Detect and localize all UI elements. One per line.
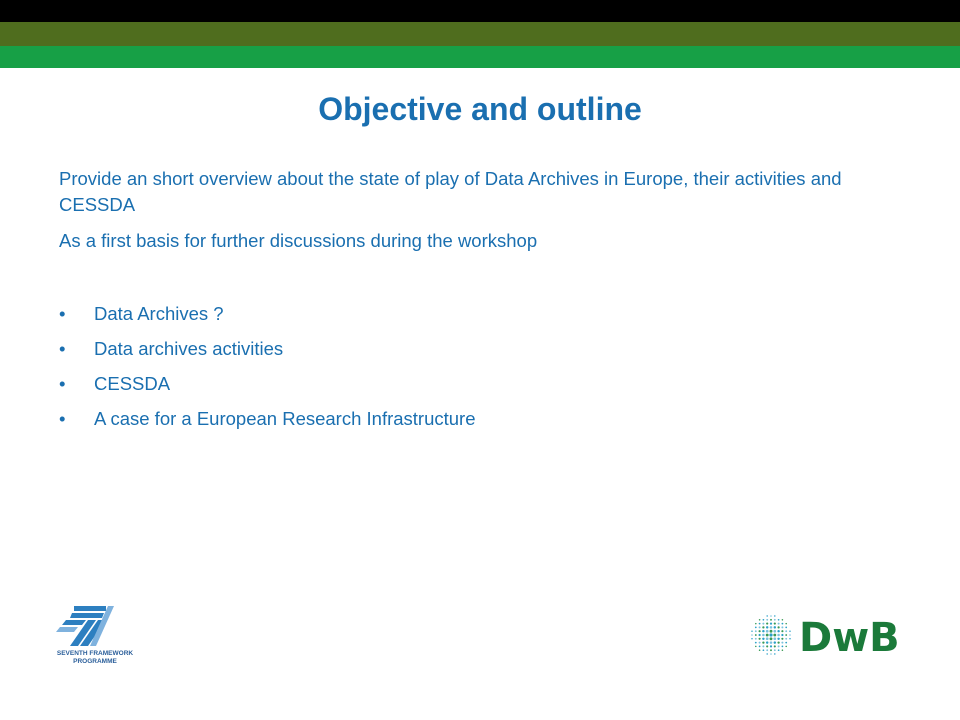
globe-dot <box>759 649 761 651</box>
globe-dot <box>781 638 783 640</box>
bullet-icon: • <box>59 373 66 394</box>
globe-dot <box>778 619 780 621</box>
globe-dot <box>759 630 761 632</box>
globe-dot <box>762 626 764 628</box>
fp7-logo-line2: PROGRAMME <box>73 658 117 665</box>
globe-dot <box>778 649 780 651</box>
globe-dot <box>766 634 769 637</box>
list-item <box>59 298 919 333</box>
globe-dot <box>759 626 761 628</box>
globe-dot <box>769 633 772 636</box>
globe-dot <box>762 623 764 625</box>
globe-dot <box>785 646 787 648</box>
globe-dot <box>777 626 779 628</box>
globe-dot <box>785 630 787 632</box>
globe-dot <box>770 619 772 621</box>
dwb-logo-text: DwB <box>799 615 900 661</box>
globe-dot <box>770 623 772 625</box>
globe-dot <box>778 645 780 647</box>
globe-dot <box>773 634 776 637</box>
globe-dot <box>759 634 761 636</box>
globe-dot <box>773 630 776 633</box>
globe-dot <box>770 641 773 644</box>
globe-dot <box>789 630 790 631</box>
globe-dot <box>766 637 769 640</box>
globe-dot <box>751 634 753 636</box>
globe-dot <box>770 626 773 629</box>
dwb-logo <box>747 608 917 662</box>
globe-dot <box>766 649 768 651</box>
globe-dot <box>755 630 757 632</box>
globe-dot <box>774 626 776 628</box>
list-item-label: A case for a European Research Infrastructure <box>94 408 476 429</box>
dwb-globe-icon <box>747 608 917 662</box>
slide-title: Objective and outline <box>318 91 642 127</box>
globe-dot <box>770 649 772 651</box>
globe-dot <box>785 642 787 644</box>
list-item <box>59 403 919 438</box>
globe-dot <box>774 645 776 647</box>
top-band-olive <box>0 22 960 46</box>
globe-dot <box>766 645 768 647</box>
globe-dot <box>770 637 773 640</box>
globe-dot <box>763 649 765 651</box>
globe-dot <box>782 646 784 648</box>
globe-dot <box>774 653 775 654</box>
list-item <box>59 333 919 368</box>
globe-dot <box>777 634 780 637</box>
globe-dot <box>781 634 783 636</box>
globe-dot <box>785 634 787 636</box>
globe-dot <box>774 641 776 643</box>
globe-dot <box>782 623 784 625</box>
globe-dot <box>789 634 791 636</box>
top-band-black <box>0 0 960 22</box>
bullet-icon: • <box>59 303 66 324</box>
list-item-label: Data archives activities <box>94 338 284 359</box>
globe-dot <box>759 619 761 621</box>
basis-paragraph: As a first basis for further discussions during the workshop <box>59 230 538 251</box>
globe-dot <box>751 638 752 639</box>
globe-dot <box>759 623 761 625</box>
globe-dot <box>755 642 757 644</box>
fp7-logo-icon <box>52 604 138 668</box>
globe-dot <box>763 619 765 621</box>
globe-dot <box>762 641 764 643</box>
globe-dot <box>759 646 761 648</box>
globe-dot <box>777 630 779 632</box>
intro-paragraph: Provide an short overview about the state of play of Data Archives in Europe, their activities and CESSDA <box>59 168 842 215</box>
globe-dot <box>755 627 757 629</box>
globe-dot <box>766 619 768 621</box>
globe-dot <box>777 641 779 643</box>
list-item <box>59 368 919 403</box>
fp7-logo <box>52 604 138 668</box>
globe-dot <box>770 630 773 633</box>
globe-dot <box>781 630 783 632</box>
globe-dot <box>759 638 761 640</box>
globe-dot <box>782 649 784 651</box>
globe-dot <box>774 623 776 625</box>
globe-dot <box>759 642 761 644</box>
globe-dot <box>781 626 783 628</box>
globe-dot <box>755 646 757 648</box>
globe-dot <box>766 626 768 628</box>
globe-dot <box>762 630 764 632</box>
bullet-icon: • <box>59 338 66 359</box>
globe-dot <box>766 653 767 654</box>
globe-dot <box>777 638 779 640</box>
globe-dot <box>782 619 784 621</box>
outline-list <box>59 298 919 438</box>
globe-dot <box>751 630 752 631</box>
globe-dot <box>774 649 776 651</box>
globe-dot <box>755 634 757 636</box>
globe-dot <box>774 615 775 616</box>
bullet-icon: • <box>59 408 66 429</box>
globe-dot <box>781 642 783 644</box>
globe-dot <box>778 623 780 625</box>
globe-dot <box>766 630 769 633</box>
globe-dot <box>762 638 764 640</box>
globe-dot <box>770 645 772 647</box>
globe-dot <box>762 634 765 637</box>
globe-dot <box>762 645 764 647</box>
globe-dot <box>766 641 768 643</box>
globe-dot <box>773 637 776 640</box>
globe-dot <box>785 623 787 625</box>
fp7-logo-line1: SEVENTH FRAMEWORK <box>56 650 134 657</box>
globe-dot <box>755 638 757 640</box>
globe-dot <box>785 627 787 629</box>
globe-dot <box>789 638 790 639</box>
globe-dot <box>770 653 772 655</box>
top-band-green <box>0 46 960 68</box>
globe-dot <box>785 638 787 640</box>
globe-dot <box>766 623 768 625</box>
globe-dot <box>770 615 772 617</box>
list-item-label: Data Archives ? <box>94 303 224 324</box>
globe-dot <box>766 615 767 616</box>
list-item-label: CESSDA <box>94 373 171 394</box>
globe-dot <box>774 619 776 621</box>
globe-dot <box>755 623 757 625</box>
